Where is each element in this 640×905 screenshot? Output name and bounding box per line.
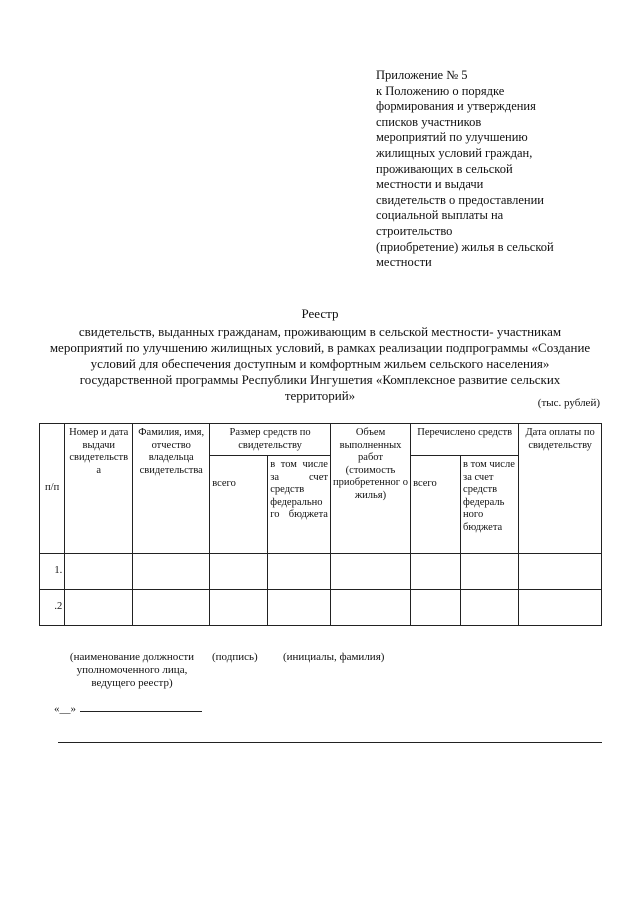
signature-initials: (инициалы, фамилия) <box>283 651 385 663</box>
title-heading: Реестр <box>301 306 339 321</box>
title-line: свидетельств, выданных гражданам, проживающим в сельской местности- участникам <box>78 324 562 339</box>
appendix-line: социальной выплаты на <box>376 208 504 223</box>
header-transferred: Перечислено средств <box>411 424 519 456</box>
appendix-line: формирования и утверждения <box>376 99 536 114</box>
table-cell <box>65 590 133 626</box>
table-cell <box>210 554 268 590</box>
header-number-date: Номер и дата выдачи свидетельств а <box>65 424 133 554</box>
title-line: территорий» <box>284 388 356 403</box>
table-cell <box>133 590 210 626</box>
appendix-line: к Положению о порядке <box>376 83 505 98</box>
table-cell <box>411 554 461 590</box>
table-cell <box>268 554 331 590</box>
appendix-line: списков участников <box>376 114 482 129</box>
header-payment-date: Дата оплаты по свидетельству <box>519 424 602 554</box>
document-title <box>40 306 600 404</box>
title-line: условий для обеспечения доступным и комфортным жильем сельского населения» <box>90 356 550 371</box>
table-cell <box>411 590 461 626</box>
row-number: .2 <box>40 590 65 626</box>
appendix-line: жилищных условий граждан, <box>376 145 533 160</box>
date-field <box>54 703 202 715</box>
header-owner-name: Фамилия, имя, отчество владельца свидетельства <box>133 424 210 554</box>
row-number: 1. <box>40 554 65 590</box>
registry-table <box>39 423 602 626</box>
appendix-line: свидетельств о предоставлении <box>376 192 544 207</box>
table-cell <box>330 590 410 626</box>
table-row <box>40 590 602 626</box>
date-underline <box>80 703 202 712</box>
appendix-note <box>376 68 601 271</box>
header-amount: Размер средств по свидетельству <box>210 424 331 456</box>
table-row <box>40 554 602 590</box>
appendix-line: местности <box>376 255 432 270</box>
title-line: мероприятий по улучшению жилищных условий, в рамках реализации подпрограммы «Создание <box>49 340 591 355</box>
signature-position: (наименование должности уполномоченного лица, ведущего реестр) <box>69 651 195 689</box>
units-label: (тыс. рублей) <box>537 397 600 409</box>
appendix-line: местности и выдачи <box>376 177 484 192</box>
appendix-line: строительство <box>376 223 453 238</box>
table-cell <box>519 554 602 590</box>
table-cell <box>461 590 519 626</box>
title-line: государственной программы Республики Ингушетия «Комплексное развитие сельских <box>79 372 561 387</box>
appendix-line: проживающих в сельской <box>376 161 513 176</box>
signature-sign: (подпись) <box>212 651 258 663</box>
header-transferred-total: всего <box>411 456 461 554</box>
header-transferred-federal: в том числе за счет средств федераль ного бюджета <box>461 456 519 554</box>
header-work-volume: Объем выполненных работ (стоимость приобретенног о жилья) <box>330 424 410 554</box>
date-quote: «__» <box>54 703 76 715</box>
table-cell <box>65 554 133 590</box>
table-cell <box>330 554 410 590</box>
appendix-line: Приложение № 5 <box>376 68 468 82</box>
table-cell <box>210 590 268 626</box>
table-cell <box>519 590 602 626</box>
bottom-divider <box>58 742 602 743</box>
table-cell <box>133 554 210 590</box>
table-cell <box>461 554 519 590</box>
header-index: п/п <box>40 424 65 554</box>
header-amount-total: всего <box>210 456 268 554</box>
table-cell <box>268 590 331 626</box>
appendix-line: мероприятий по улучшению <box>376 130 528 145</box>
appendix-line: (приобретение) жилья в сельской <box>376 239 554 254</box>
header-amount-federal: в том числе за счет средств федерально го бюджета <box>268 456 331 554</box>
